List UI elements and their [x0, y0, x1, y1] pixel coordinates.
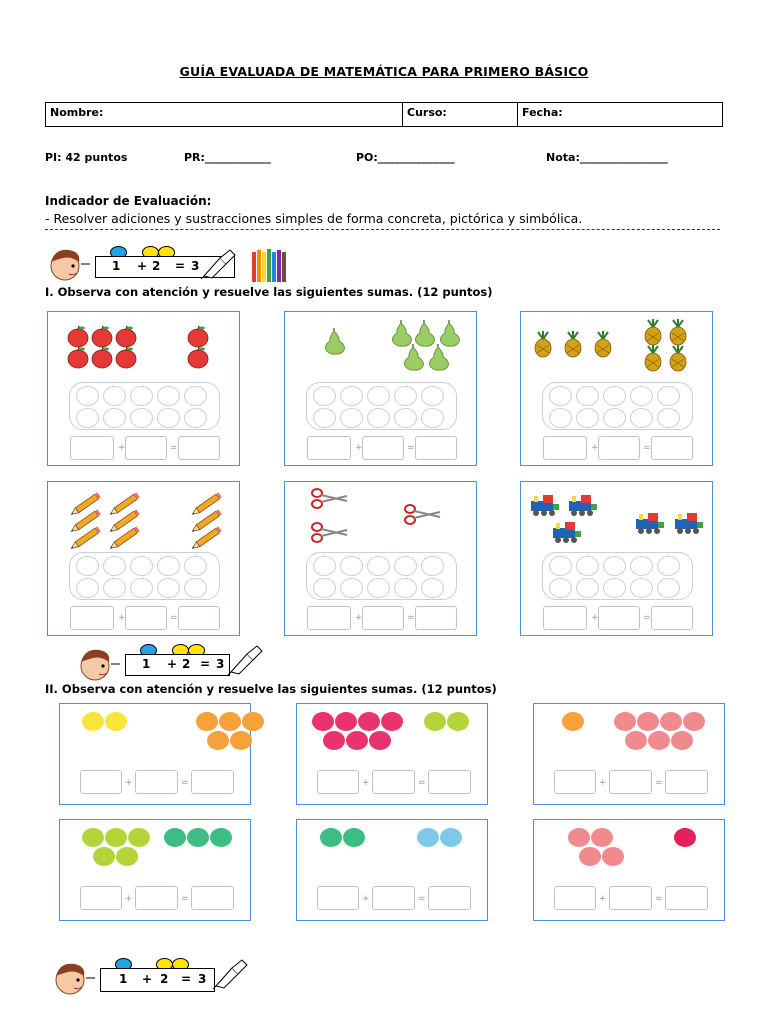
ten-frame-slot[interactable]	[313, 408, 336, 428]
counter-dot	[164, 828, 186, 847]
apple-icon	[115, 347, 155, 375]
exercise-box	[284, 481, 477, 636]
ten-frame-slot[interactable]	[184, 386, 207, 406]
answer-box[interactable]	[307, 606, 351, 630]
example-badge	[75, 644, 275, 684]
score-line	[45, 151, 725, 169]
ten-frame-slot[interactable]	[103, 556, 126, 576]
writing-hand-icon	[227, 644, 265, 676]
ten-frame-slot[interactable]	[76, 408, 99, 428]
child-face-icon	[75, 646, 121, 682]
example-badge	[45, 244, 295, 284]
exercise-box	[296, 819, 488, 921]
ten-frame-slot[interactable]	[657, 386, 680, 406]
answer-box[interactable]	[415, 606, 457, 630]
plus-sign: +	[118, 443, 126, 453]
ten-frame-slot[interactable]	[130, 386, 153, 406]
ten-frame-slot[interactable]	[340, 386, 363, 406]
name-field[interactable]	[46, 103, 403, 126]
ten-frame-slot[interactable]	[549, 408, 572, 428]
exercise-box	[47, 311, 240, 466]
exercise-box	[284, 311, 477, 466]
counter-dot	[648, 731, 670, 750]
counter-dot	[358, 712, 380, 731]
ten-frame-slot[interactable]	[130, 408, 153, 428]
plus-sign: +	[591, 443, 599, 453]
equals-sign: =	[170, 613, 178, 623]
answer-box[interactable]	[372, 886, 415, 910]
exercise-box	[533, 819, 725, 921]
scissors-icon	[311, 487, 351, 515]
ten-frame-slot[interactable]	[630, 556, 653, 576]
ten-frame-slot[interactable]	[367, 408, 390, 428]
equals-sign: =	[643, 443, 651, 453]
example-badge	[50, 958, 270, 998]
counter-dot	[196, 712, 218, 731]
name-label: Nombre:	[50, 106, 104, 119]
plus-sign: +	[125, 894, 133, 904]
counter-dot	[417, 828, 439, 847]
equals-sign: =	[655, 894, 663, 904]
writing-hand-icon	[200, 248, 238, 280]
train-icon	[673, 511, 713, 539]
plus-sign: +	[599, 778, 607, 788]
course-field[interactable]	[403, 103, 518, 126]
crayons-icon	[250, 246, 292, 284]
answer-box[interactable]	[372, 770, 415, 794]
answer-box[interactable]	[609, 770, 652, 794]
pear-icon	[322, 329, 362, 357]
counter-dot	[343, 828, 365, 847]
counter-dot	[625, 731, 647, 750]
answer-box[interactable]	[543, 606, 587, 630]
badge-number-2: 2	[182, 657, 191, 671]
badge-equals: =	[181, 972, 192, 986]
badge-equals: =	[175, 259, 186, 273]
pi-score: PI: 42 puntos	[45, 151, 128, 164]
answer-box[interactable]	[598, 436, 640, 460]
badge-equals: =	[200, 657, 211, 671]
child-face-icon	[45, 246, 91, 282]
badge-number-1: 1	[112, 259, 121, 273]
counter-dot	[562, 712, 584, 731]
equals-sign: =	[181, 778, 189, 788]
answer-box[interactable]	[125, 606, 167, 630]
answer-box[interactable]	[317, 886, 359, 910]
equals-sign: =	[418, 894, 426, 904]
counter-dot	[93, 847, 115, 866]
answer-box[interactable]	[415, 436, 457, 460]
ten-frame-slot[interactable]	[157, 408, 180, 428]
counter-dot	[82, 712, 104, 731]
answer-box[interactable]	[191, 886, 234, 910]
badge-result: 3	[216, 657, 225, 671]
answer-box[interactable]	[543, 436, 587, 460]
ten-frame-slot[interactable]	[313, 578, 336, 598]
ten-frame-slot[interactable]	[630, 578, 653, 598]
apple-icon	[187, 347, 227, 375]
plus-sign: +	[125, 778, 133, 788]
ten-frame-slot[interactable]	[184, 578, 207, 598]
ten-frame	[306, 552, 457, 600]
ten-frame-slot[interactable]	[603, 578, 626, 598]
answer-box[interactable]	[665, 886, 708, 910]
po-score[interactable]: PO:______________	[356, 151, 455, 164]
exercise-box	[59, 703, 251, 805]
ten-frame-slot[interactable]	[130, 578, 153, 598]
ten-frame-slot[interactable]	[103, 408, 126, 428]
pineapple-icon	[592, 331, 632, 359]
counter-dot	[312, 712, 334, 731]
answer-box[interactable]	[317, 770, 359, 794]
ten-frame-slot[interactable]	[340, 578, 363, 598]
plus-sign: +	[591, 613, 599, 623]
ten-frame-slot[interactable]	[103, 578, 126, 598]
counter-dot	[614, 712, 636, 731]
badge-number-1: 1	[142, 657, 151, 671]
train-icon	[634, 511, 674, 539]
counter-dot	[320, 828, 342, 847]
badge-plus: +	[137, 259, 148, 273]
plus-sign: +	[355, 443, 363, 453]
answer-box[interactable]	[80, 770, 122, 794]
counter-dot	[440, 828, 462, 847]
ten-frame-slot[interactable]	[603, 386, 626, 406]
equals-sign: =	[407, 443, 415, 453]
date-field[interactable]	[518, 103, 722, 126]
writing-hand-icon	[212, 958, 250, 990]
answer-box[interactable]	[80, 886, 122, 910]
counter-dot	[116, 847, 138, 866]
ten-frame-slot[interactable]	[657, 408, 680, 428]
ten-frame-slot[interactable]	[549, 578, 572, 598]
ten-frame-slot[interactable]	[184, 408, 207, 428]
pr-score[interactable]: PR:____________	[184, 151, 271, 164]
plus-sign: +	[362, 778, 370, 788]
train-icon	[529, 493, 569, 521]
plus-sign: +	[599, 894, 607, 904]
pineapple-icon	[667, 345, 707, 373]
badge-result: 3	[191, 259, 200, 273]
ten-frame-slot[interactable]	[576, 408, 599, 428]
ten-frame	[69, 552, 220, 600]
answer-box[interactable]	[70, 606, 114, 630]
answer-box[interactable]	[135, 886, 178, 910]
ten-frame	[69, 382, 220, 430]
ten-frame-slot[interactable]	[657, 578, 680, 598]
ten-frame-slot[interactable]	[630, 386, 653, 406]
ten-frame-slot[interactable]	[367, 578, 390, 598]
counter-dot	[447, 712, 469, 731]
exercise-box	[59, 819, 251, 921]
exercise-box	[520, 311, 713, 466]
ten-frame-slot[interactable]	[549, 556, 572, 576]
ten-frame-slot[interactable]	[313, 386, 336, 406]
exercise-box	[296, 703, 488, 805]
plus-sign: +	[355, 613, 363, 623]
answer-box[interactable]	[554, 886, 596, 910]
ten-frame-slot[interactable]	[313, 556, 336, 576]
ten-frame-slot[interactable]	[576, 386, 599, 406]
ten-frame-slot[interactable]	[549, 386, 572, 406]
counter-dot	[369, 731, 391, 750]
equation-frame	[125, 654, 230, 676]
ten-frame-slot[interactable]	[576, 556, 599, 576]
indicator-title: Indicador de Evaluación:	[45, 194, 212, 208]
student-info-table	[45, 102, 723, 127]
ten-frame-slot[interactable]	[340, 408, 363, 428]
answer-box[interactable]	[362, 436, 404, 460]
answer-box[interactable]	[125, 436, 167, 460]
ten-frame-slot[interactable]	[421, 578, 444, 598]
answer-box[interactable]	[428, 770, 471, 794]
page-title: GUÍA EVALUADA DE MATEMÁTICA PARA PRIMERO BÁSICO	[179, 64, 589, 79]
counter-dot	[187, 828, 209, 847]
counter-dot	[242, 712, 264, 731]
ten-frame-slot[interactable]	[394, 556, 417, 576]
exercise-box	[47, 481, 240, 636]
counter-dot	[82, 828, 104, 847]
ten-frame-slot[interactable]	[340, 556, 363, 576]
counter-dot	[105, 712, 127, 731]
equals-sign: =	[170, 443, 178, 453]
date-label: Fecha:	[522, 106, 563, 119]
counter-dot	[568, 828, 590, 847]
ten-frame-slot[interactable]	[157, 386, 180, 406]
plus-sign: +	[362, 894, 370, 904]
counter-dot	[579, 847, 601, 866]
counter-dot	[230, 731, 252, 750]
badge-number-2: 2	[152, 259, 161, 273]
ten-frame-slot[interactable]	[184, 556, 207, 576]
badge-result: 3	[198, 972, 207, 986]
child-face-icon	[50, 960, 96, 996]
badge-plus: +	[167, 657, 178, 671]
scissors-icon	[311, 521, 351, 549]
counter-dot	[207, 731, 229, 750]
counter-dot	[424, 712, 446, 731]
ten-frame-slot[interactable]	[157, 556, 180, 576]
ten-frame-slot[interactable]	[76, 556, 99, 576]
counter-dot	[346, 731, 368, 750]
ten-frame-slot[interactable]	[130, 556, 153, 576]
answer-box[interactable]	[651, 436, 693, 460]
ten-frame-slot[interactable]	[394, 408, 417, 428]
answer-box[interactable]	[178, 436, 220, 460]
answer-box[interactable]	[651, 606, 693, 630]
answer-box[interactable]	[554, 770, 596, 794]
section-2-title: II. Observa con atención y resuelve las siguientes sumas. (12 puntos)	[45, 682, 497, 696]
badge-number-1: 1	[119, 972, 128, 986]
counter-dot	[671, 731, 693, 750]
exercise-box	[533, 703, 725, 805]
counter-dot	[591, 828, 613, 847]
course-label: Curso:	[407, 106, 447, 119]
counter-dot	[674, 828, 696, 847]
counter-dot	[105, 828, 127, 847]
ten-frame-slot[interactable]	[603, 408, 626, 428]
counter-dot	[637, 712, 659, 731]
answer-box[interactable]	[191, 770, 234, 794]
equals-sign: =	[407, 613, 415, 623]
pear-icon	[426, 345, 466, 373]
answer-box[interactable]	[307, 436, 351, 460]
counter-dot	[323, 731, 345, 750]
indicator-text: - Resolver adiciones y sustracciones simples de forma concreta, pictórica y simbólica.	[45, 211, 583, 226]
answer-box[interactable]	[428, 886, 471, 910]
ten-frame-slot[interactable]	[394, 578, 417, 598]
ten-frame-slot[interactable]	[603, 556, 626, 576]
ten-frame-slot[interactable]	[367, 386, 390, 406]
badge-number-2: 2	[160, 972, 169, 986]
ten-frame	[306, 382, 457, 430]
counter-dot	[683, 712, 705, 731]
badge-plus: +	[142, 972, 153, 986]
section-1-title: I. Observa con atención y resuelve las siguientes sumas. (12 puntos)	[45, 285, 493, 299]
counter-dot	[219, 712, 241, 731]
dashed-divider	[45, 229, 720, 230]
equals-sign: =	[643, 613, 651, 623]
counter-dot	[381, 712, 403, 731]
ten-frame-slot[interactable]	[76, 386, 99, 406]
ten-frame-slot[interactable]	[576, 578, 599, 598]
plus-sign: +	[118, 613, 126, 623]
pineapple-icon	[667, 319, 707, 347]
equals-sign: =	[418, 778, 426, 788]
answer-box[interactable]	[135, 770, 178, 794]
counter-dot	[660, 712, 682, 731]
ten-frame-slot[interactable]	[367, 556, 390, 576]
answer-box[interactable]	[70, 436, 114, 460]
ten-frame-slot[interactable]	[103, 386, 126, 406]
ten-frame-slot[interactable]	[657, 556, 680, 576]
ten-frame	[542, 552, 693, 600]
ten-frame-slot[interactable]	[76, 578, 99, 598]
ten-frame-slot[interactable]	[157, 578, 180, 598]
scissors-icon	[404, 503, 444, 531]
counter-dot	[210, 828, 232, 847]
answer-box[interactable]	[665, 770, 708, 794]
train-icon	[567, 493, 607, 521]
answer-box[interactable]	[609, 886, 652, 910]
counter-dot	[602, 847, 624, 866]
ten-frame	[542, 382, 693, 430]
ten-frame-slot[interactable]	[421, 408, 444, 428]
answer-box[interactable]	[362, 606, 404, 630]
train-icon	[551, 520, 591, 548]
ten-frame-slot[interactable]	[394, 386, 417, 406]
answer-box[interactable]	[178, 606, 220, 630]
nota-score[interactable]: Nota:________________	[546, 151, 668, 164]
ten-frame-slot[interactable]	[421, 386, 444, 406]
counter-dot	[335, 712, 357, 731]
exercise-box	[520, 481, 713, 636]
equals-sign: =	[655, 778, 663, 788]
answer-box[interactable]	[598, 606, 640, 630]
ten-frame-slot[interactable]	[630, 408, 653, 428]
equals-sign: =	[181, 894, 189, 904]
ten-frame-slot[interactable]	[421, 556, 444, 576]
counter-dot	[128, 828, 150, 847]
